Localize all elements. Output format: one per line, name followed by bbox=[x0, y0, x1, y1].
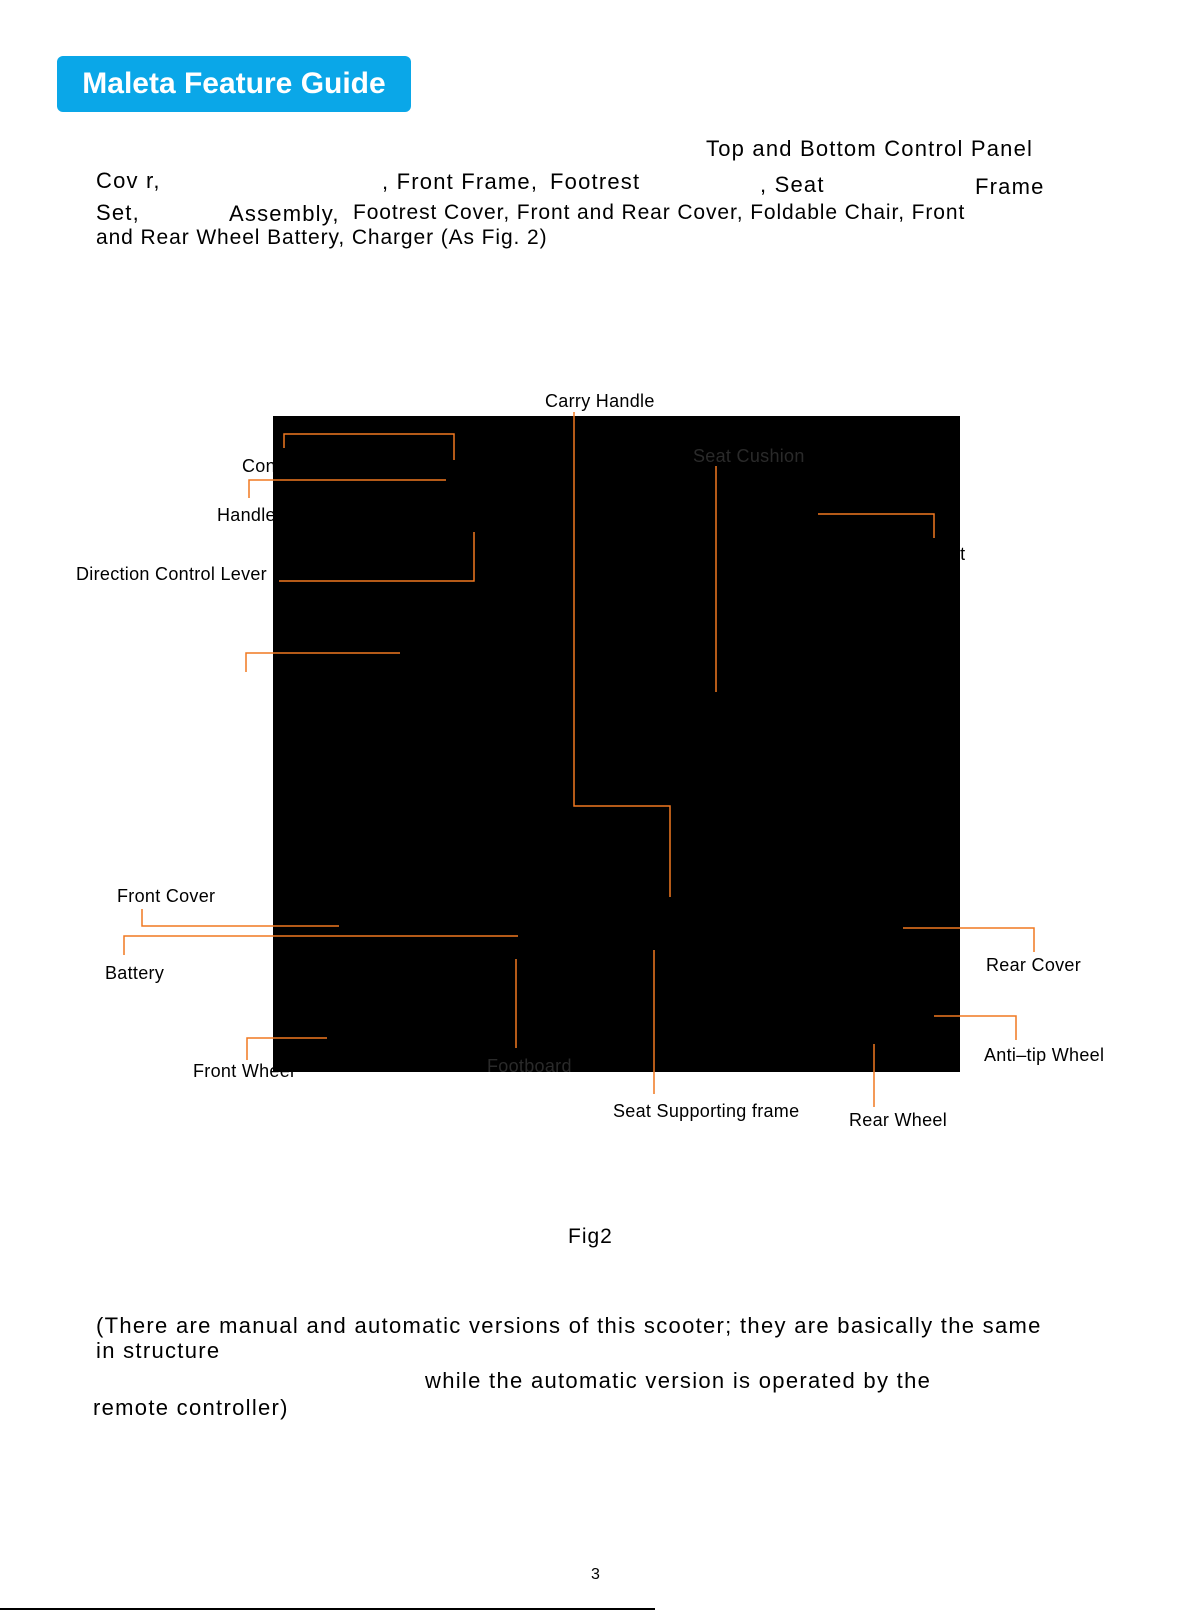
label-carry-handle: Carry Handle bbox=[545, 391, 655, 411]
label-direction-control-lever: Direction Control Lever bbox=[76, 564, 267, 584]
figure-caption: Fig2 bbox=[568, 1225, 613, 1248]
page-number: 3 bbox=[591, 1566, 600, 1583]
leader-anti-tip-wheel bbox=[934, 1016, 1016, 1040]
note-line4: remote controller) bbox=[93, 1395, 289, 1420]
label-seat-cushion: Seat Cushion bbox=[693, 446, 805, 466]
page-title-badge: Maleta Feature Guide bbox=[57, 56, 411, 112]
intro-line2-a: Cov r, bbox=[96, 168, 161, 193]
intro-line3-b: Assembly, bbox=[229, 201, 340, 226]
label-seat-supporting-frame: Seat Supporting frame bbox=[613, 1101, 800, 1121]
intro-line2-c: Footrest bbox=[550, 169, 641, 194]
intro-line2-d: , Seat bbox=[760, 172, 825, 197]
intro-line2-b: , Front Frame, bbox=[382, 169, 539, 194]
label-anti-tip-wheel: Anti–tip Wheel bbox=[984, 1045, 1105, 1065]
label-front-cover: Front Cover bbox=[117, 886, 216, 906]
intro-line4: and Rear Wheel Battery, Charger (As Fig. 2) bbox=[96, 226, 548, 249]
leader-rear-cover bbox=[903, 928, 1034, 952]
label-rear-cover: Rear Cover bbox=[986, 955, 1082, 975]
leader-front-cover bbox=[142, 909, 339, 926]
leader-battery bbox=[124, 936, 518, 955]
leader-backrest bbox=[818, 514, 934, 538]
leader-unlabeled bbox=[246, 653, 400, 672]
intro-line2-e: Frame bbox=[975, 174, 1045, 199]
label-handle: Handle bbox=[217, 505, 276, 525]
intro-line3-a: Set, bbox=[96, 200, 140, 225]
note-line2: in structure bbox=[96, 1338, 221, 1363]
note-line1: (There are manual and automatic versions of this scooter; they are basically the same bbox=[96, 1313, 1042, 1338]
leader-handle bbox=[249, 480, 446, 498]
intro-line3-c: Footrest Cover, Front and Rear Cover, Foldable Chair, Front bbox=[353, 201, 966, 224]
bottom-rule bbox=[0, 1608, 655, 1610]
note-line3: while the automatic version is operated by the bbox=[425, 1368, 932, 1393]
leader-direction-lever bbox=[279, 532, 474, 581]
label-footboard: Footboard bbox=[487, 1056, 572, 1076]
intro-line1-right: Top and Bottom Control Panel bbox=[706, 136, 1034, 161]
label-rear-wheel: Rear Wheel bbox=[849, 1110, 948, 1130]
label-control-panel: Control Panel bbox=[242, 456, 355, 476]
leader-carry-handle bbox=[574, 412, 670, 897]
label-battery: Battery bbox=[105, 963, 165, 983]
leader-front-wheel bbox=[247, 1038, 327, 1060]
label-backrest: Backrest bbox=[893, 544, 966, 564]
label-front-wheel: Front Wheel bbox=[193, 1061, 295, 1081]
